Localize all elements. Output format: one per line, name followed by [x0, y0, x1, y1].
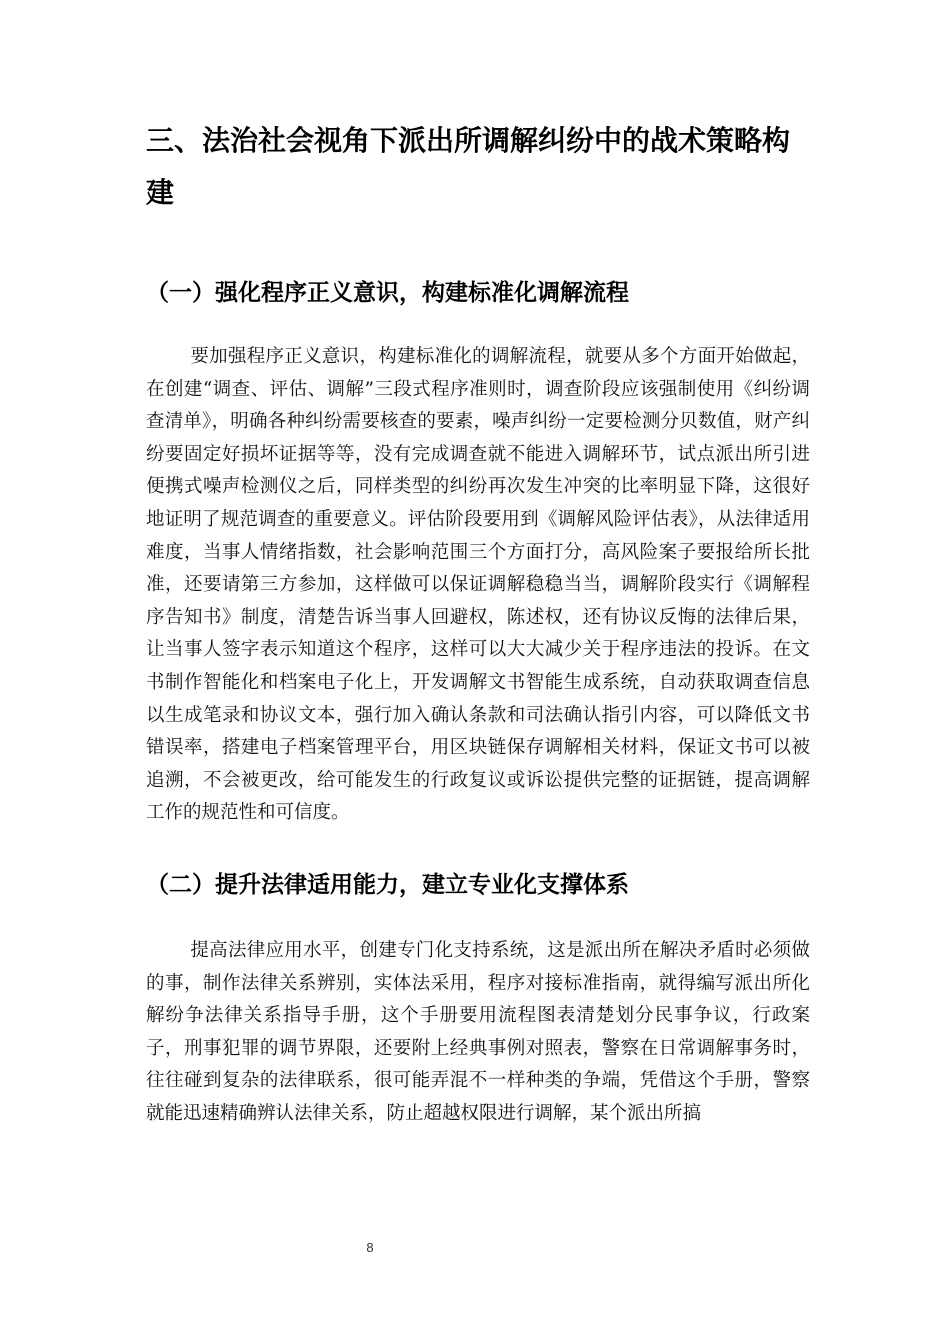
subsection-title-2: （二）提升法律适用能力，建立专业化支撑体系 — [146, 871, 629, 898]
subsection-title-1: （一）强化程序正义意识，构建标准化调解流程 — [146, 280, 629, 306]
subsection-paragraph-1: 要加强程序正义意识，构建标准化的调解流程，就要从多个方面开始做起，在创建“调查、评估、调解”三段式程序准则时，调查阶段应该强制使用《纠纷调查清单》，明确各种纠纷需要核查的要素，噪声纠纷一定要检测分贝数值，财产纠纷要固定好损坏证据等等，没有完成调查就不能进入调解环节，试点派出所引进便携式噪声检测仪之后，同样类型的纠纷再次发生冲突的比率明显下降，这很好地证明了规范调查的重要意义。评估阶段要用到《调解风险评估表》，从法律适用难度，当事人情绪指数，社会影响范围三个方面打分，高风险案子要报给所长批准，还要请第三方参加，这样做可以保证调解稳稳当当，调解阶段实行《调解程序告知书》制度，清楚告诉当事人回避权，陈述权，还有协议反悔的法律后果，让当事人签字表示知道这个程序，这样可以大大减少关于程序违法的投诉。在文书制作智能化和档案电子化上，开发调解文书智能生成系统，自动获取调查信息以生成笔录和协议文本，强行加入确认条款和司法确认指引内容，可以降低文书错误率，搭建电子档案管理平台，用区块链保存调解相关材料，保证文书可以被追溯，不会被更改，给可能发生的行政复议或诉讼提供完整的证据链，提高调解工作的规范性和可信度。 — [146, 346, 810, 824]
section-title: 三、法治社会视角下派出所调解纠纷中的战术策略构建 — [146, 124, 791, 209]
page-body — [146, 115, 810, 1130]
page-number: 8 — [366, 1240, 374, 1255]
subsection-paragraph-2: 提高法律应用水平，创建专门化支持系统，这是派出所在解决矛盾时必须做的事，制作法律关系辨别，实体法采用，程序对接标准指南，就得编写派出所化解纷争法律关系指导手册，这个手册要用流程图表清楚划分民事争议，行政案子，刑事犯罪的调节界限，还要附上经典事例对照表，警察在日常调解事务时，往往碰到复杂的法律联系，很可能弄混不一样种类的争端，凭借这个手册，警察就能迅速精确辨认法律关系，防止超越权限进行调解，某个派出所搞 — [146, 939, 810, 1124]
